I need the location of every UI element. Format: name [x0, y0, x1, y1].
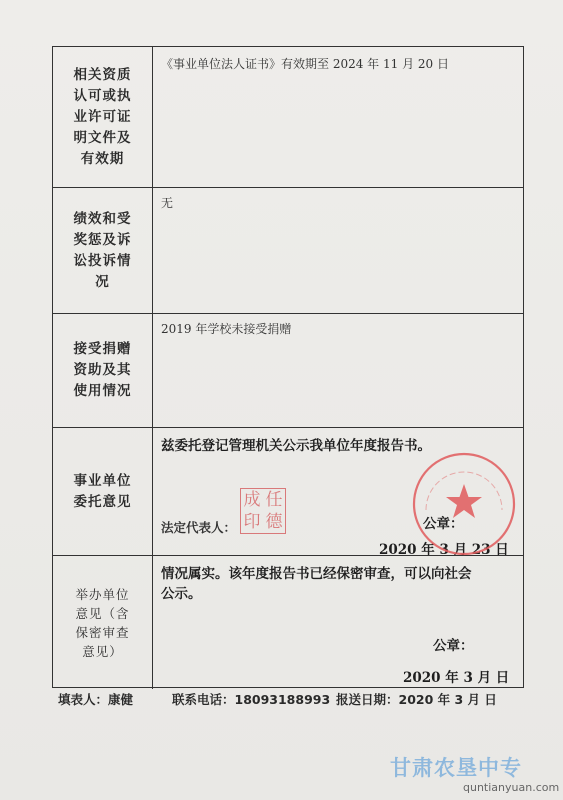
filler-name: 填表人：康健	[58, 692, 134, 707]
sponsor-text-line1: 情况属实。该年度报告书已经保密审查，可以向社会	[161, 566, 472, 582]
row-content	[157, 47, 517, 187]
sponsor-text-line2: 公示。	[161, 586, 202, 602]
row-label: 接受捐赠资助及其使用情况	[53, 314, 153, 427]
row-label: 绩效和受奖惩及诉讼投诉情况	[53, 188, 153, 313]
report-table	[52, 46, 524, 688]
seal-char: 任	[265, 490, 283, 510]
seal-label: 公章：	[423, 516, 464, 532]
donation-text: 2019 年学校未接受捐赠	[161, 322, 292, 336]
watermark-text: 甘肃农垦中专	[390, 756, 522, 780]
entrust-date: 2020 年 3 月 23 日	[379, 542, 509, 558]
watermark-url: quntianyuan.com	[463, 781, 560, 794]
official-seal-icon	[410, 450, 518, 558]
entrust-text: 兹委托登记管理机关公示我单位年度报告书。	[161, 438, 431, 454]
row-performance	[53, 187, 523, 313]
performance-text: 无	[161, 196, 174, 210]
seal-char: 成	[243, 490, 261, 510]
row-qualification	[53, 47, 523, 187]
seal-char: 德	[265, 512, 283, 532]
row-label: 事业单位委托意见	[53, 428, 153, 555]
row-content	[157, 188, 517, 313]
report-date: 报送日期：2020 年 3 月 日	[336, 692, 497, 707]
row-content	[157, 314, 517, 427]
qualification-text: 《事业单位法人证书》有效期至 2024 年 11 月 20 日	[161, 57, 449, 71]
sponsor-date: 2020 年 3 月 日	[403, 670, 510, 686]
row-label: 相关资质认可或执业许可证明文件及有效期	[53, 47, 153, 187]
row-label: 举办单位意见（含保密审查意见）	[53, 556, 153, 689]
seal-char: 印	[243, 512, 261, 532]
legal-rep-label: 法定代表人：	[161, 520, 237, 535]
contact-phone: 联系电话：18093188993	[172, 692, 331, 707]
personal-seal	[240, 488, 286, 534]
row-donation	[53, 313, 523, 427]
seal-label: 公章：	[433, 638, 474, 654]
row-content	[157, 556, 517, 689]
row-sponsor	[53, 555, 523, 689]
